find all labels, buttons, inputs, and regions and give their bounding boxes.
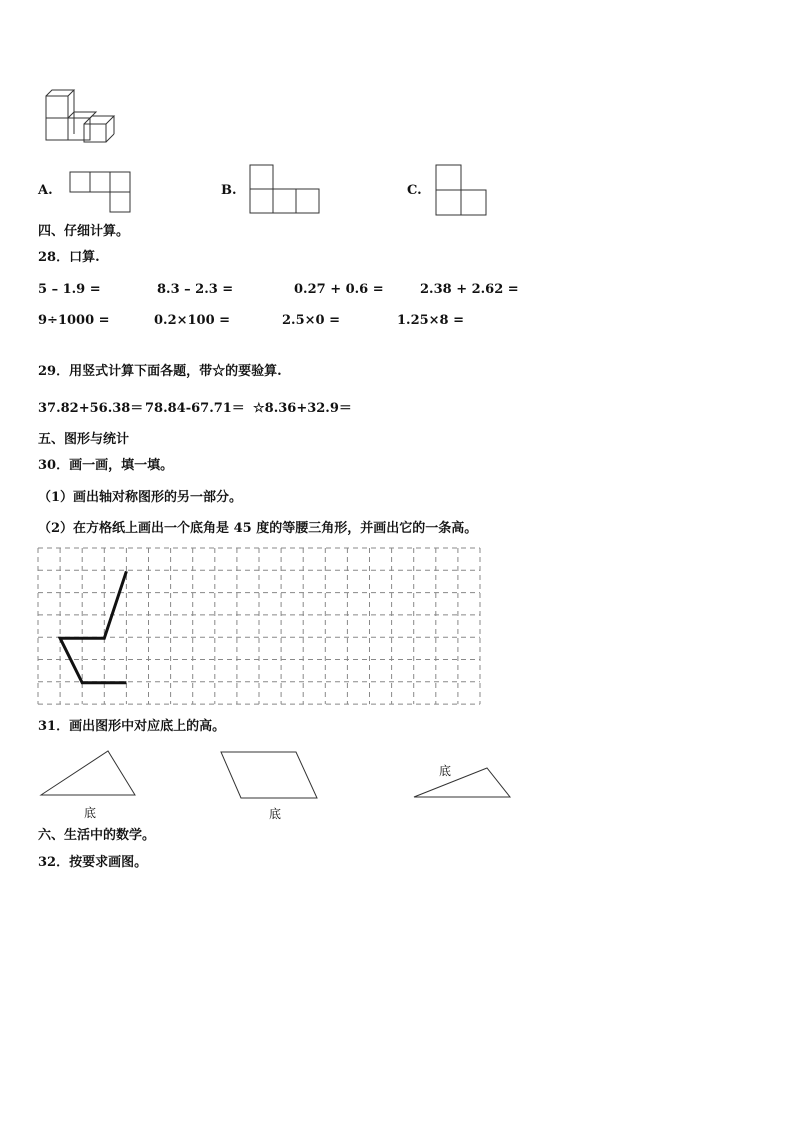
parallelogram-base-label: 底 [269,807,282,821]
cube-stack-figure [40,86,120,146]
q28-item: 0.27 + 0.6 = [294,282,384,297]
section-5-title: 五、图形与统计 [38,432,130,447]
q30-title: 30．画一画，填一填。 [38,458,174,473]
q30-sub1: （1）画出轴对称图形的另一部分。 [38,490,243,505]
q29-item: 37.82+56.38＝ [38,401,144,416]
q28-item: 2.5×0 = [282,313,340,328]
q32-title: 32．按要求画图。 [38,855,148,870]
obtuse-triangle-base-label: 底 [439,764,452,778]
parallelogram-figure [220,751,318,799]
option-a-figure [69,171,131,213]
q28-item: 0.2×100 = [154,313,231,328]
option-c-figure [435,164,489,216]
option-b-figure [249,164,321,214]
q28-item: 9÷1000 = [38,313,110,328]
grid-paper [38,548,480,704]
q28-title: 28．口算. [38,250,100,265]
option-b-label: B. [221,183,237,198]
q31-title: 31．画出图形中对应底上的高。 [38,719,226,734]
q28-item: 8.3 – 2.3 = [157,282,234,297]
obtuse-triangle-figure [413,767,511,799]
section-6-title: 六、生活中的数学。 [38,828,156,843]
q28-item: 1.25×8 = [397,313,465,328]
q30-sub2: （2）在方格纸上画出一个底角是 45 度的等腰三角形，并画出它的一条高。 [38,521,478,536]
option-c-label: C. [407,183,422,198]
triangle-figure [40,750,136,798]
q29-title: 29．用竖式计算下面各题，带☆的要验算. [38,364,282,379]
triangle-base-label: 底 [84,806,97,820]
q28-item: 2.38 + 2.62 = [420,282,519,297]
option-a-label: A. [38,183,53,198]
half-figure-path [60,571,126,683]
section-4-title: 四、仔细计算。 [38,224,130,239]
q29-item: 78.84-67.71＝ [145,401,245,416]
q28-item: 5 – 1.9 = [38,282,101,297]
q29-item: ☆8.36+32.9＝ [253,401,352,416]
